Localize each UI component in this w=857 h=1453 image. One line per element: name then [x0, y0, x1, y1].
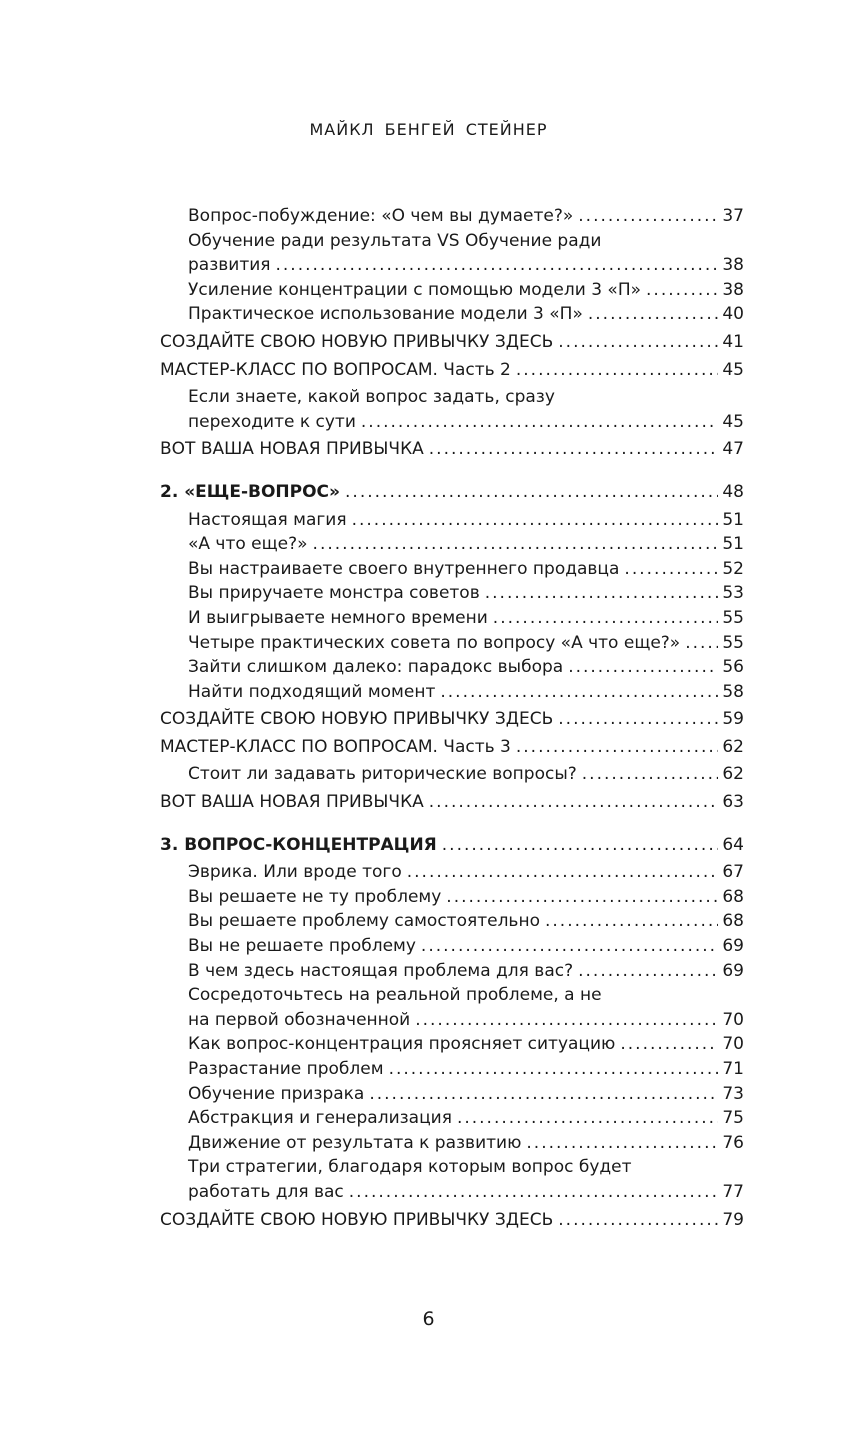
- toc-entry-page: 52: [722, 558, 744, 579]
- toc-entry-title: «А что еще?»: [188, 534, 308, 555]
- leader-dots: [429, 790, 719, 815]
- toc-entry-title-line2: работать для вас: [188, 1181, 344, 1202]
- table-of-contents: [160, 204, 744, 1235]
- leader-dots: [446, 885, 718, 910]
- toc-section[interactable]: [160, 330, 744, 355]
- toc-entry-page: 69: [722, 960, 744, 981]
- toc-entry[interactable]: [188, 860, 744, 885]
- toc-entry-page: 55: [722, 632, 744, 653]
- toc-entry-title-line1: Если знаете, какой вопрос задать, сразу: [188, 387, 555, 408]
- toc-entry-page: 70: [722, 1034, 744, 1055]
- toc-entry-title-line2: на первой обозначенной: [188, 1009, 411, 1030]
- toc-section[interactable]: [160, 1208, 744, 1233]
- leader-dots: [685, 631, 718, 656]
- leader-dots: [493, 606, 719, 631]
- toc-entry-title: Вы не решаете проблему: [188, 936, 416, 957]
- toc-entry[interactable]: [188, 1082, 744, 1107]
- toc-entry[interactable]: [188, 885, 744, 910]
- toc-entry-page: 76: [722, 1132, 744, 1153]
- leader-dots: [485, 581, 719, 606]
- toc-section[interactable]: [160, 437, 744, 462]
- leader-dots: [369, 1082, 718, 1107]
- toc-section[interactable]: [160, 790, 744, 815]
- toc-entry-page: 70: [722, 1009, 744, 1030]
- toc-entry-title: Четыре практических совета по вопросу «А что еще?»: [188, 632, 681, 653]
- toc-entry[interactable]: [188, 557, 744, 582]
- toc-entry-title: Абстракция и генерализация: [188, 1108, 452, 1129]
- toc-entry-title: Настоящая магия: [188, 509, 347, 530]
- leader-dots: [407, 860, 719, 885]
- leader-dots: [415, 1008, 718, 1033]
- toc-section-title: СОЗДАЙТЕ СВОЮ НОВУЮ ПРИВЫЧКУ ЗДЕСЬ: [160, 1209, 554, 1230]
- toc-entry[interactable]: [188, 508, 744, 533]
- toc-entry[interactable]: [188, 302, 744, 327]
- toc-chapter-page: 48: [722, 481, 744, 502]
- toc-entry[interactable]: [188, 606, 744, 631]
- toc-section-page: 45: [722, 359, 744, 380]
- toc-entry[interactable]: [188, 581, 744, 606]
- leader-dots: [516, 735, 718, 760]
- leader-dots: [588, 302, 719, 327]
- toc-entry-title-line2: развития: [188, 255, 271, 276]
- toc-entry[interactable]: [188, 983, 744, 1032]
- toc-chapter-title: 2. «ЕЩЕ-ВОПРОС»: [160, 481, 341, 502]
- toc-entry-title: Стоит ли задавать риторические вопросы?: [188, 764, 577, 785]
- toc-entry-title: Вопрос-побуждение: «О чем вы думаете?»: [188, 206, 574, 226]
- toc-section-title: ВОТ ВАША НОВАЯ ПРИВЫЧКА: [160, 792, 424, 813]
- leader-dots: [440, 680, 718, 705]
- toc-entry-title: Обучение призрака: [188, 1083, 365, 1104]
- leader-dots: [578, 959, 718, 984]
- leader-dots: [620, 1032, 718, 1057]
- toc-entry-page: 77: [722, 1181, 744, 1202]
- leader-dots: [558, 330, 718, 355]
- toc-entry-page: 69: [722, 936, 744, 957]
- toc-entry[interactable]: [188, 229, 744, 278]
- toc-entry-page: 62: [722, 764, 744, 785]
- leader-dots: [516, 358, 718, 383]
- toc-entry[interactable]: [188, 1131, 744, 1156]
- toc-section-title: МАСТЕР-КЛАСС ПО ВОПРОСАМ. Часть 2: [160, 359, 511, 380]
- leader-dots: [582, 762, 719, 787]
- toc-entry-title: Вы решаете не ту проблему: [188, 886, 442, 907]
- toc-entry-title-line1: Сосредоточьтесь на реальной проблеме, а не: [188, 985, 602, 1006]
- leader-dots: [276, 253, 719, 278]
- leader-dots: [558, 707, 718, 732]
- toc-entry[interactable]: [188, 909, 744, 934]
- toc-entry-title: Движение от результата к развитию: [188, 1132, 522, 1153]
- toc-entry-page: 37: [722, 206, 744, 226]
- leader-dots: [361, 410, 718, 435]
- toc-entry-title: Практическое использование модели 3 «П»: [188, 304, 583, 325]
- toc-entry-title: Как вопрос-концентрация проясняет ситуацию: [188, 1034, 616, 1055]
- leader-dots: [345, 480, 718, 505]
- toc-entry[interactable]: [188, 655, 744, 680]
- toc-entry-page: 51: [722, 509, 744, 530]
- toc-entry-page: 56: [722, 657, 744, 678]
- toc-entry-page: 67: [722, 862, 744, 883]
- toc-chapter-title: 3. ВОПРОС-КОНЦЕНТРАЦИЯ: [160, 834, 437, 855]
- toc-entry[interactable]: [188, 278, 744, 303]
- toc-section[interactable]: [160, 735, 744, 760]
- leader-dots: [624, 557, 718, 582]
- toc-section-title: СОЗДАЙТЕ СВОЮ НОВУЮ ПРИВЫЧКУ ЗДЕСЬ: [160, 331, 554, 352]
- toc-section-page: 79: [722, 1209, 744, 1230]
- toc-section-page: 63: [722, 792, 744, 813]
- toc-entry-page: 68: [722, 911, 744, 932]
- toc-entry[interactable]: [188, 532, 744, 557]
- toc-entry-title: В чем здесь настоящая проблема для вас?: [188, 960, 574, 981]
- toc-entry-title: Вы приручаете монстра советов: [188, 583, 480, 604]
- toc-entry-page: 68: [722, 886, 744, 907]
- toc-entry-page: 58: [722, 681, 744, 702]
- toc-entry-title: Зайти слишком далеко: парадокс выбора: [188, 657, 564, 678]
- toc-entry-page: 38: [722, 279, 744, 300]
- page-number: 6: [422, 1308, 435, 1330]
- toc-entry[interactable]: [188, 934, 744, 959]
- toc-section-title: МАСТЕР-КЛАСС ПО ВОПРОСАМ. Часть 3: [160, 736, 511, 757]
- leader-dots: [442, 833, 719, 858]
- toc-section-title: СОЗДАЙТЕ СВОЮ НОВУЮ ПРИВЫЧКУ ЗДЕСЬ: [160, 709, 554, 730]
- toc-entry[interactable]: [188, 631, 744, 656]
- toc-entry-page: 53: [722, 583, 744, 604]
- leader-dots: [421, 934, 718, 959]
- toc-entry-title: Найти подходящий момент: [188, 681, 436, 702]
- leader-dots: [313, 532, 719, 557]
- running-head-author: МАЙКЛ БЕНГЕЙ СТЕЙНЕР: [309, 120, 548, 139]
- toc-entry[interactable]: [188, 680, 744, 705]
- toc-entry-title: Усиление концентрации с помощью модели 3 «П»: [188, 279, 642, 300]
- leader-dots: [568, 655, 718, 680]
- leader-dots: [457, 1106, 718, 1131]
- toc-entry-title: Вы настраиваете своего внутреннего продавца: [188, 558, 620, 579]
- toc-entry[interactable]: [188, 204, 744, 229]
- leader-dots: [429, 437, 719, 462]
- toc-entry-page: 45: [722, 411, 744, 432]
- toc-entry[interactable]: [188, 1057, 744, 1082]
- leader-dots: [349, 1180, 719, 1205]
- toc-entry-page: 55: [722, 607, 744, 628]
- leader-dots: [545, 909, 718, 934]
- toc-entry-title: Вы решаете проблему самостоятельно: [188, 911, 540, 932]
- toc-entry[interactable]: [188, 1155, 744, 1204]
- toc-chapter-page: 64: [722, 834, 744, 855]
- toc-section-page: 47: [722, 439, 744, 460]
- leader-dots: [389, 1057, 719, 1082]
- leader-dots: [526, 1131, 718, 1156]
- toc-section-page: 59: [722, 709, 744, 730]
- toc-section[interactable]: [160, 358, 744, 383]
- toc-entry-page: 71: [722, 1059, 744, 1079]
- toc-entry-title: Разрастание проблем: [188, 1059, 384, 1079]
- toc-entry[interactable]: [188, 959, 744, 984]
- toc-entry-title-line1: Три стратегии, благодаря которым вопрос будет: [188, 1157, 632, 1178]
- toc-section-page: 62: [722, 736, 744, 757]
- toc-entry-page: 38: [722, 255, 744, 276]
- toc-section-page: 41: [722, 331, 744, 352]
- toc-entry[interactable]: [188, 762, 744, 787]
- leader-dots: [352, 508, 719, 533]
- toc-entry-title: И выигрываете немного времени: [188, 607, 488, 628]
- toc-entry-page: 75: [722, 1108, 744, 1129]
- toc-entry-page: 73: [722, 1083, 744, 1104]
- toc-chapter[interactable]: [160, 833, 744, 858]
- toc-entry-title-line2: переходите к сути: [188, 411, 356, 432]
- toc-section-title: ВОТ ВАША НОВАЯ ПРИВЫЧКА: [160, 439, 424, 460]
- toc-entry-title: Эврика. Или вроде того: [188, 862, 402, 883]
- toc-entry[interactable]: [188, 385, 744, 434]
- leader-dots: [578, 204, 718, 229]
- leader-dots: [558, 1208, 718, 1233]
- toc-entry[interactable]: [188, 1106, 744, 1131]
- toc-entry-title-line1: Обучение ради результата VS Обучение ради: [188, 230, 602, 251]
- toc-entry-page: 51: [722, 534, 744, 555]
- toc-entry[interactable]: [188, 1032, 744, 1057]
- toc-entry-page: 40: [722, 304, 744, 325]
- leader-dots: [646, 278, 718, 303]
- toc-chapter[interactable]: [160, 480, 744, 505]
- toc-section[interactable]: [160, 707, 744, 732]
